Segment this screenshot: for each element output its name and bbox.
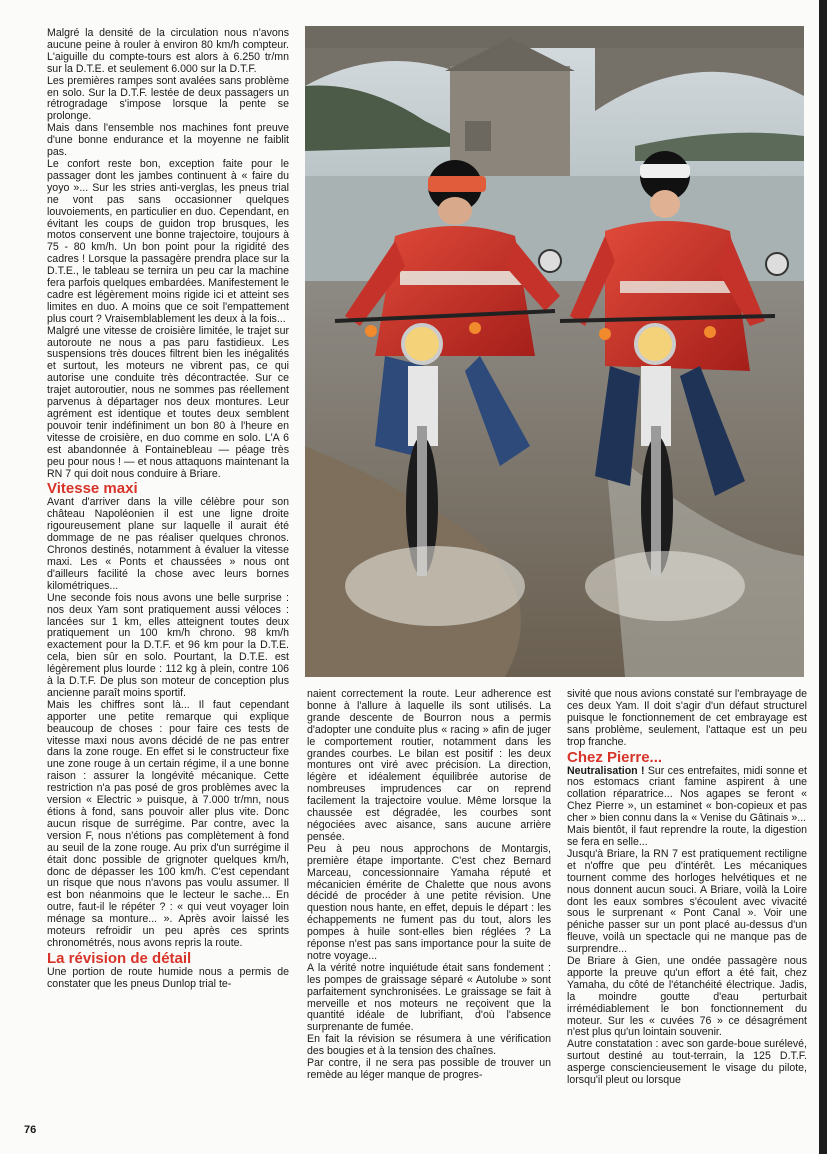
section-heading-chez-pierre: Chez Pierre... (567, 748, 663, 766)
paragraph: Autre constatation : avec son garde-boue surélevé, surtout destiné au tout-terrain, la 125 D.T.F. asperge consciencieusement le visage du pilote, lorsqu'il pleut ou lorsque (567, 1038, 807, 1087)
paragraph: Malgré une vitesse de croisière limitée, le trajet sur autoroute ne nous a pas paru fastidieux. Les suspensions très douces filtrent bien les inégalités et surtout, les moteurs ne vibrent pas, ce qui autorise une conduite très décontractée. Sur ce trajet autoroutier, nous ne sommes pas réellement parvenus à départager nos deux montures. Leur agrément est identique et toutes deux semblent pouvoir tenir indéfiniment un bon 80 à l'heure en vitesse de croisière, en duo comme en solo. L'A 6 est abandonnée à Fontainebleau — péage très peu pour nous ! — et nous attaquons maintenant la RN 7 qui doit nous conduire à Briare. (47, 324, 289, 480)
paragraph: Mais les chiffres sont là... Il faut cependant apporter une petite remarque qui explique beaucoup de choses : pour faire ces tests de vitesse maxi nous avons décidé de ne pas entrer dans la zone rouge. En effet si le constructeur fixe une zone rouge à un certain régime, il a une bonne raison : assurer la longévité mécanique. Cette restriction n'a pas posé de gros problèmes avec la version « Electric » puisque, à 7.000 tr/mn, nous étions à fond, sans pouvoir aller plus vite. Donc aucun risque de surrégime. Par contre, avec la version F, nous n'étions pas complètement à fond au seuil de la zone rouge. Au prix d'un surrégime il était donc possible de grignoter quelques km/h, donc de dépasser les 100 km/h. C'est cependant un risque que nous n'avons pas voulu assumer. Il est bon néanmoins que le lecteur le sache... En outre, faut-il le répéter ? : « qui veut voyager loin ménage sa monture... ». Après avoir laissé les moteurs refroidir un peu après ces sprints chronométrés, nous avons repris la route. (47, 698, 289, 949)
paragraph: Par contre, il ne sera pas possible de trouver un remède au léger manque de progres- (307, 1057, 551, 1081)
page-edge (819, 0, 827, 1154)
paragraph: Mais bientôt, il faut reprendre la route, la digestion se fera en selle... (567, 824, 807, 848)
paragraph (567, 766, 807, 826)
lead-in: Neutralisation ! (567, 764, 645, 777)
paragraph: Une portion de route humide nous a permis de constater que les pneus Dunlop trial te- (47, 965, 289, 990)
paragraph: naient correctement la route. Leur adherence est bonne à l'allure à laquelle ils sont utilisés. La grande descente de Bourron nous a permis d'adopter une conduite plus « racing » afin de juger le comportement routier, notamment dans les grandes courbes. Le bilan est positif : les deux montures ont viré avec précision. La direction, légère et idéalement équilibrée autorise de nombreuses imprudences car on reprend facilement la trajectoire voulue. Même lorsque la chaussée est dégradée, les courbes sont négociées avec aisance, sans aucune arrière pensée. (307, 688, 551, 843)
paragraph: Mais dans l'ensemble nos machines font preuve d'une bonne endurance et la moyenne ne faiblit pas. (47, 122, 289, 159)
column-1 (47, 28, 289, 991)
section-heading-vitesse-maxi: Vitesse maxi (47, 480, 138, 498)
paragraph: Malgré la densité de la circulation nous n'avons aucune peine à rouler à environ 80 km/h compteur. L'aiguille du compte-tours est alors à 6.250 tr/mn sur la D.T.E. et seulement 6.000 sur la D.T.F. (47, 27, 289, 75)
column-3 (567, 689, 807, 1087)
paragraph: A la vérité notre inquiétude était sans fondement : les pompes de graissage séparé « Autolube » sont parfaitement synchronisées. Le graissage se fait à merveille et nos moteurs ne reçoivent que la quantité idéale de lubrifiant, d'où l'absence surprenante de fumée. (307, 961, 551, 1034)
paragraph: Peu à peu nous approchons de Montargis, première étape importante. C'est chez Bernard Marceau, concessionnaire Yamaha réputé et mécanicien émérite de Chalette que nous avons décidé de procéder à une petite révision. Une question nous hante, en effet, depuis le départ : les échappements ne fument pas du tout, alors les pompes à huile sont-elles bien réglées ? La réponse n'est pas sans importance pour la suite de notre voyage... (307, 842, 551, 962)
paragraph: En fait la révision se résumera à une vérification des bougies et à la tension des chaînes. (307, 1033, 551, 1058)
lead-text: Sur ces entrefaites, midi sonne et nos estomacs criant famine aspirent à une collation réparatrice... Nos agapes se feront « Chez Pierre », un estaminet « bon-copieux et pas cher » bien connu dans la « Venise du Gâtinais »... (567, 764, 807, 825)
section-heading-revision: La révision de détail (47, 949, 192, 967)
paragraph: Les premières rampes sont avalées sans problème en solo. Sur la D.T.F. lestée de deux passagers un rétrogradage s'impose lorsque la pente se prolonge. (47, 74, 289, 123)
paragraph: De Briare à Gien, une ondée passagère nous apporte la preuve qu'un effort a été fait, chez Yamaha, du côté de l'étanchéité électrique. Jadis, la moindre goutte d'eau perturbait irrémédiablement le bon fonctionnement du moteur. Sur les « cuvées 76 » ce désagrément n'est plus qu'un lointain souvenir. (567, 955, 807, 1039)
paragraph: Une seconde fois nous avons une belle surprise : nos deux Yam sont pratiquement aussi véloces : lancées sur 1 km, elles atteignent toutes deux pratiquement un 100 km/h chrono. 98 km/h exactement pour la D.T.F. et 96 km pour la D.T.E. cela, bien sûr en solo. Pourtant, la D.T.E. est légèrement plus lourde : 112 kg à plein, contre 106 à la D.T.F. De plus son moteur de conception plus ancienne paraît moins sportif. (47, 591, 289, 699)
paragraph: Jusqu'à Briare, la RN 7 est pratiquement rectiligne et n'offre que peu d'intérêt. Les mécaniques tournent comme des horloges helvétiques et ne nous donnent aucun souci. A Briare, voilà la Loire dont les eaux sombres s'écoulent avec vivacité sous le surprenant « Pont Canal ». Voir une péniche passer sur un pont placé au-dessus d'un fleuve, voilà un spectacle qui ne manque pas de surprendre... (567, 847, 807, 956)
photo-illustration (305, 26, 804, 677)
page-number: 76 (24, 1124, 37, 1136)
paragraph: Le confort reste bon, exception faite pour le passager dont les jambes continuent à « faire du yoyo »... Sur les stries anti-verglas, les pneus trial ne vont pas sans occasionner quelques louvoiements, en particulier en duo. Cependant, en évitant les coups de guidon trop brusques, les motos conservent une bonne trajectoire, toujours à 75 - 80 km/h. Un bon point pour la rigidité des cadres ! Lorsque la passagère prendra place sur la D.T.E., le tableau se ternira un peu car la machine fera parfois quelques embardées. Manifestement le cadre est légèrement moins rigide ici et atteint ses limites en duo. A moins que ce soit l'empattement plus court ? Vraisemblablement les deux à la fois... (47, 157, 289, 325)
paragraph: Avant d'arriver dans la ville célèbre pour son château Napoléonien il est une ligne droite rigoureusement plane sur laquelle il aurait été dommage de ne pas réaliser quelques chronos. Chronos destinés, notamment à évaluer la vitesse maxi. Les « Ponts et chaussées » nous ont d'ailleurs facilité la chose avec leurs bornes kilométriques... (47, 496, 289, 592)
motorcycle-riders-photo (305, 26, 804, 677)
paragraph: sivité que nous avions constaté sur l'embrayage de ces deux Yam. Il doit s'agir d'un défaut structurel puisque le fonctionnement de cet embrayage est sans problème, seulement, l'attaque est un peu trop franche. (567, 688, 807, 748)
column-2 (307, 689, 551, 1082)
